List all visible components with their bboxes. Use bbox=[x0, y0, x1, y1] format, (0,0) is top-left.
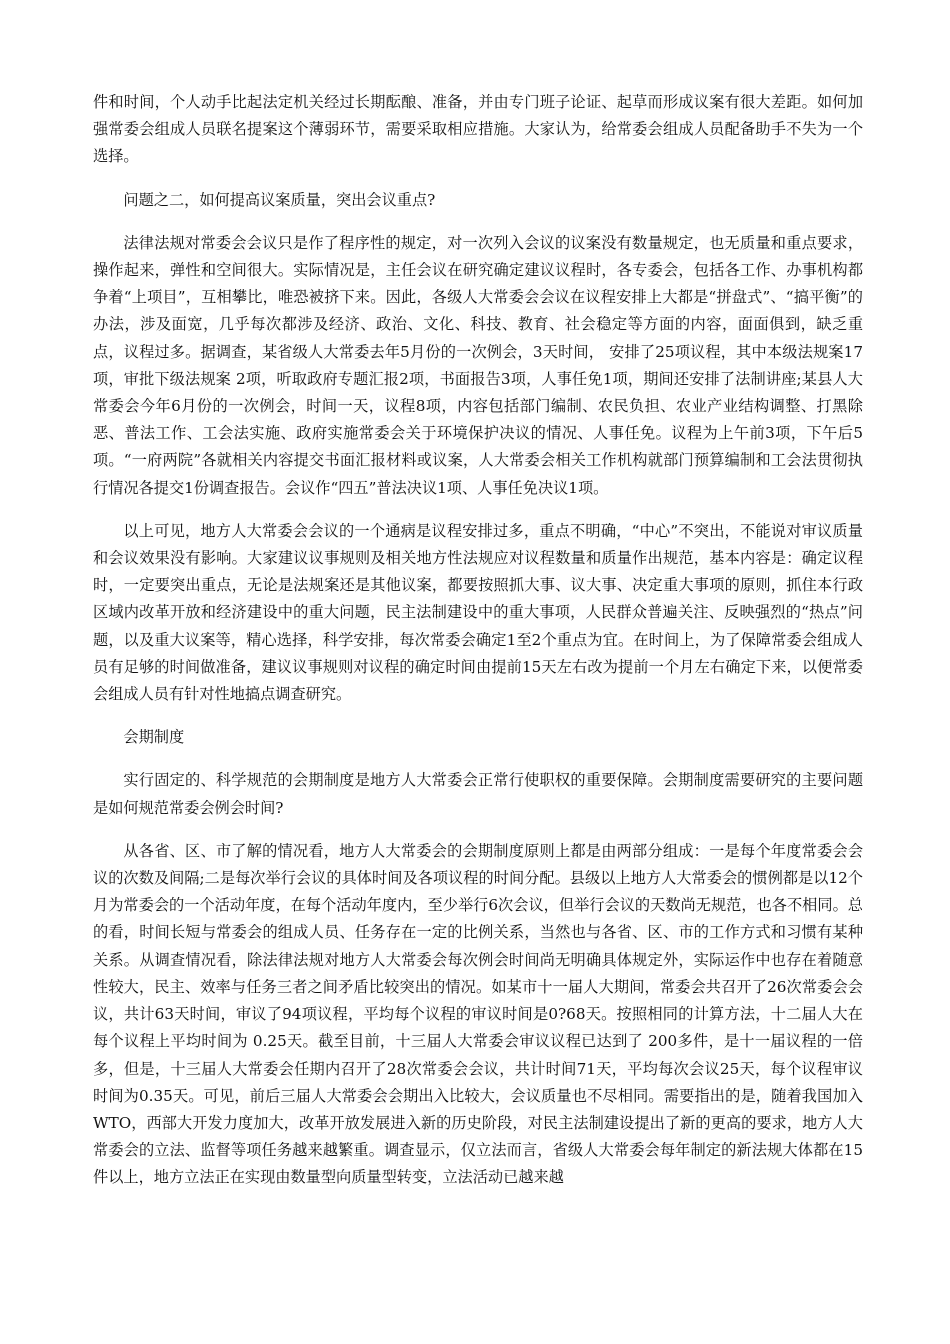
paragraph: 实行固定的、科学规范的会期制度是地方人大常委会正常行使职权的重要保障。会期制度需要研究的主要问题是如何规范常委会例会时间? bbox=[93, 771, 863, 817]
document-body bbox=[93, 89, 863, 1208]
paragraph: 从各省、区、市了解的情况看，地方人大常委会的会期制度原则上都是由两部分组成：一是每个年度常委会会议的次数及间隔;二是每次举行会议的具体时间及各项议程的时间分配。县级以上地方人大常委会的惯例都是以12个月为常委会的一个活动年度，在每个活动年度内，至少举行6次会议，但举行会议的天数尚无规范，也各不相同。总的看，时间长短与常委会的组成人员、任务存在一定的比例关系，当然也与各省、区、市的工作方式和习惯有某种关系。从调查情况看，除法律法规对地方人大常委会每次例会时间尚无明确具体规定外，实际运作中也存在着随意性较大，民主、效率与任务三者之间矛盾比较突出的情况。如某市十一届人大期间，常委会共召开了26次常委会会议，共计63天时间，审议了94项议程，平均每个议程的审议时间是0?68天。按照相同的计算方法，十二届人大在每个议程上平均时间为 0.25天。截至目前，十三届人大常委会审议议程已达到了 200多件，是十一届议程的一倍多，但是，十三届人大常委会任期内召开了28次常委会会议，共计时间71天，平均每次会议25天，每个议程审议时间为0.35天。可见，前后三届人大常委会会期出入比较大，会议质量也不尽相同。需要指出的是，随着我国加入WTO，西部大开发力度加大，改革开放发展进入新的历史阶段，对民主法制建设提出了新的更高的要求，地方人大常委会的立法、监督等项任务越来越繁重。调查显示，仅立法而言，省级人大常委会每年制定的新法规大体都在15件以上，地方立法正在实现由数量型向质量型转变，立法活动已越来越 bbox=[93, 841, 863, 1187]
section-question-heading: 问题之二，如何提高议案质量，突出会议重点? bbox=[123, 190, 436, 209]
paragraph: 件和时间，个人动手比起法定机关经过长期酝酿、准备，并由专门班子论证、起草而形成议案有很大差距。如何加强常委会组成人员联名提案这个薄弱环节，需要采取相应措施。大家认为，给常委会组成人员配备助手不失为一个选择。 bbox=[93, 93, 863, 166]
paragraph: 法律法规对常委会会议只是作了程序性的规定，对一次列入会议的议案没有数量规定，也无质量和重点要求，操作起来，弹性和空间很大。实际情况是，主任会议在研究确定建议议程时，各专委会，包括各工作、办事机构都争着“上项目”，互相攀比，唯恐被挤下来。因此，各级人大常委会会议在议程安排上大都是“拼盘式”、“搞平衡”的办法，涉及面宽，几乎每次都涉及经济、政治、文化、科技、教育、社会稳定等方面的内容，面面俱到，缺乏重点，议程过多。据调查，某省级人大常委去年5月份的一次例会，3天时间， 安排了25项议程，其中本级法规案17项，审批下级法规案 2项，听取政府专题汇报2项，书面报告3项，人事任免1项，期间还安排了法制讲座;某县人大常委会今年6月份的一次例会，时间一天，议程8项，内容包括部门编制、农民负担、农业产业结构调整、打黑除恶、普法工作、工会法实施、政府实施常委会关于环境保护决议的情况、人事任免。议程为上午前3项，下午后5项。“一府两院”各就相关内容提交书面汇报材料或议案，人大常委会相关工作机构就部门预算编制和工会法贯彻执行情况各提交1份调查报告。会议作“四五”普法决议1项、人事任免决议1项。 bbox=[93, 233, 863, 497]
paragraph: 以上可见，地方人大常委会会议的一个通病是议程安排过多，重点不明确，“中心”不突出，不能说对审议质量和会议效果没有影响。大家建议议事规则及相关地方性法规应对议程数量和质量作出规范，基本内容是：确定议程时，一定要突出重点，无论是法规案还是其他议案，都要按照抓大事、议大事、决定重大事项的原则，抓住本行政区域内改革开放和经济建设中的重大问题，民主法制建设中的重大事项，人民群众普遍关注、反映强烈的“热点”问题，以及重大议案等，精心选择，科学安排，每次常委会确定1至2个重点为宜。在时间上，为了保障常委会组成人员有足够的时间做准备，建议议事规则对议程的确定时间由提前15天左右改为提前一个月左右确定下来，以便常委会组成人员有针对性地搞点调查研究。 bbox=[93, 521, 863, 704]
section-heading: 会期制度 bbox=[123, 728, 185, 747]
